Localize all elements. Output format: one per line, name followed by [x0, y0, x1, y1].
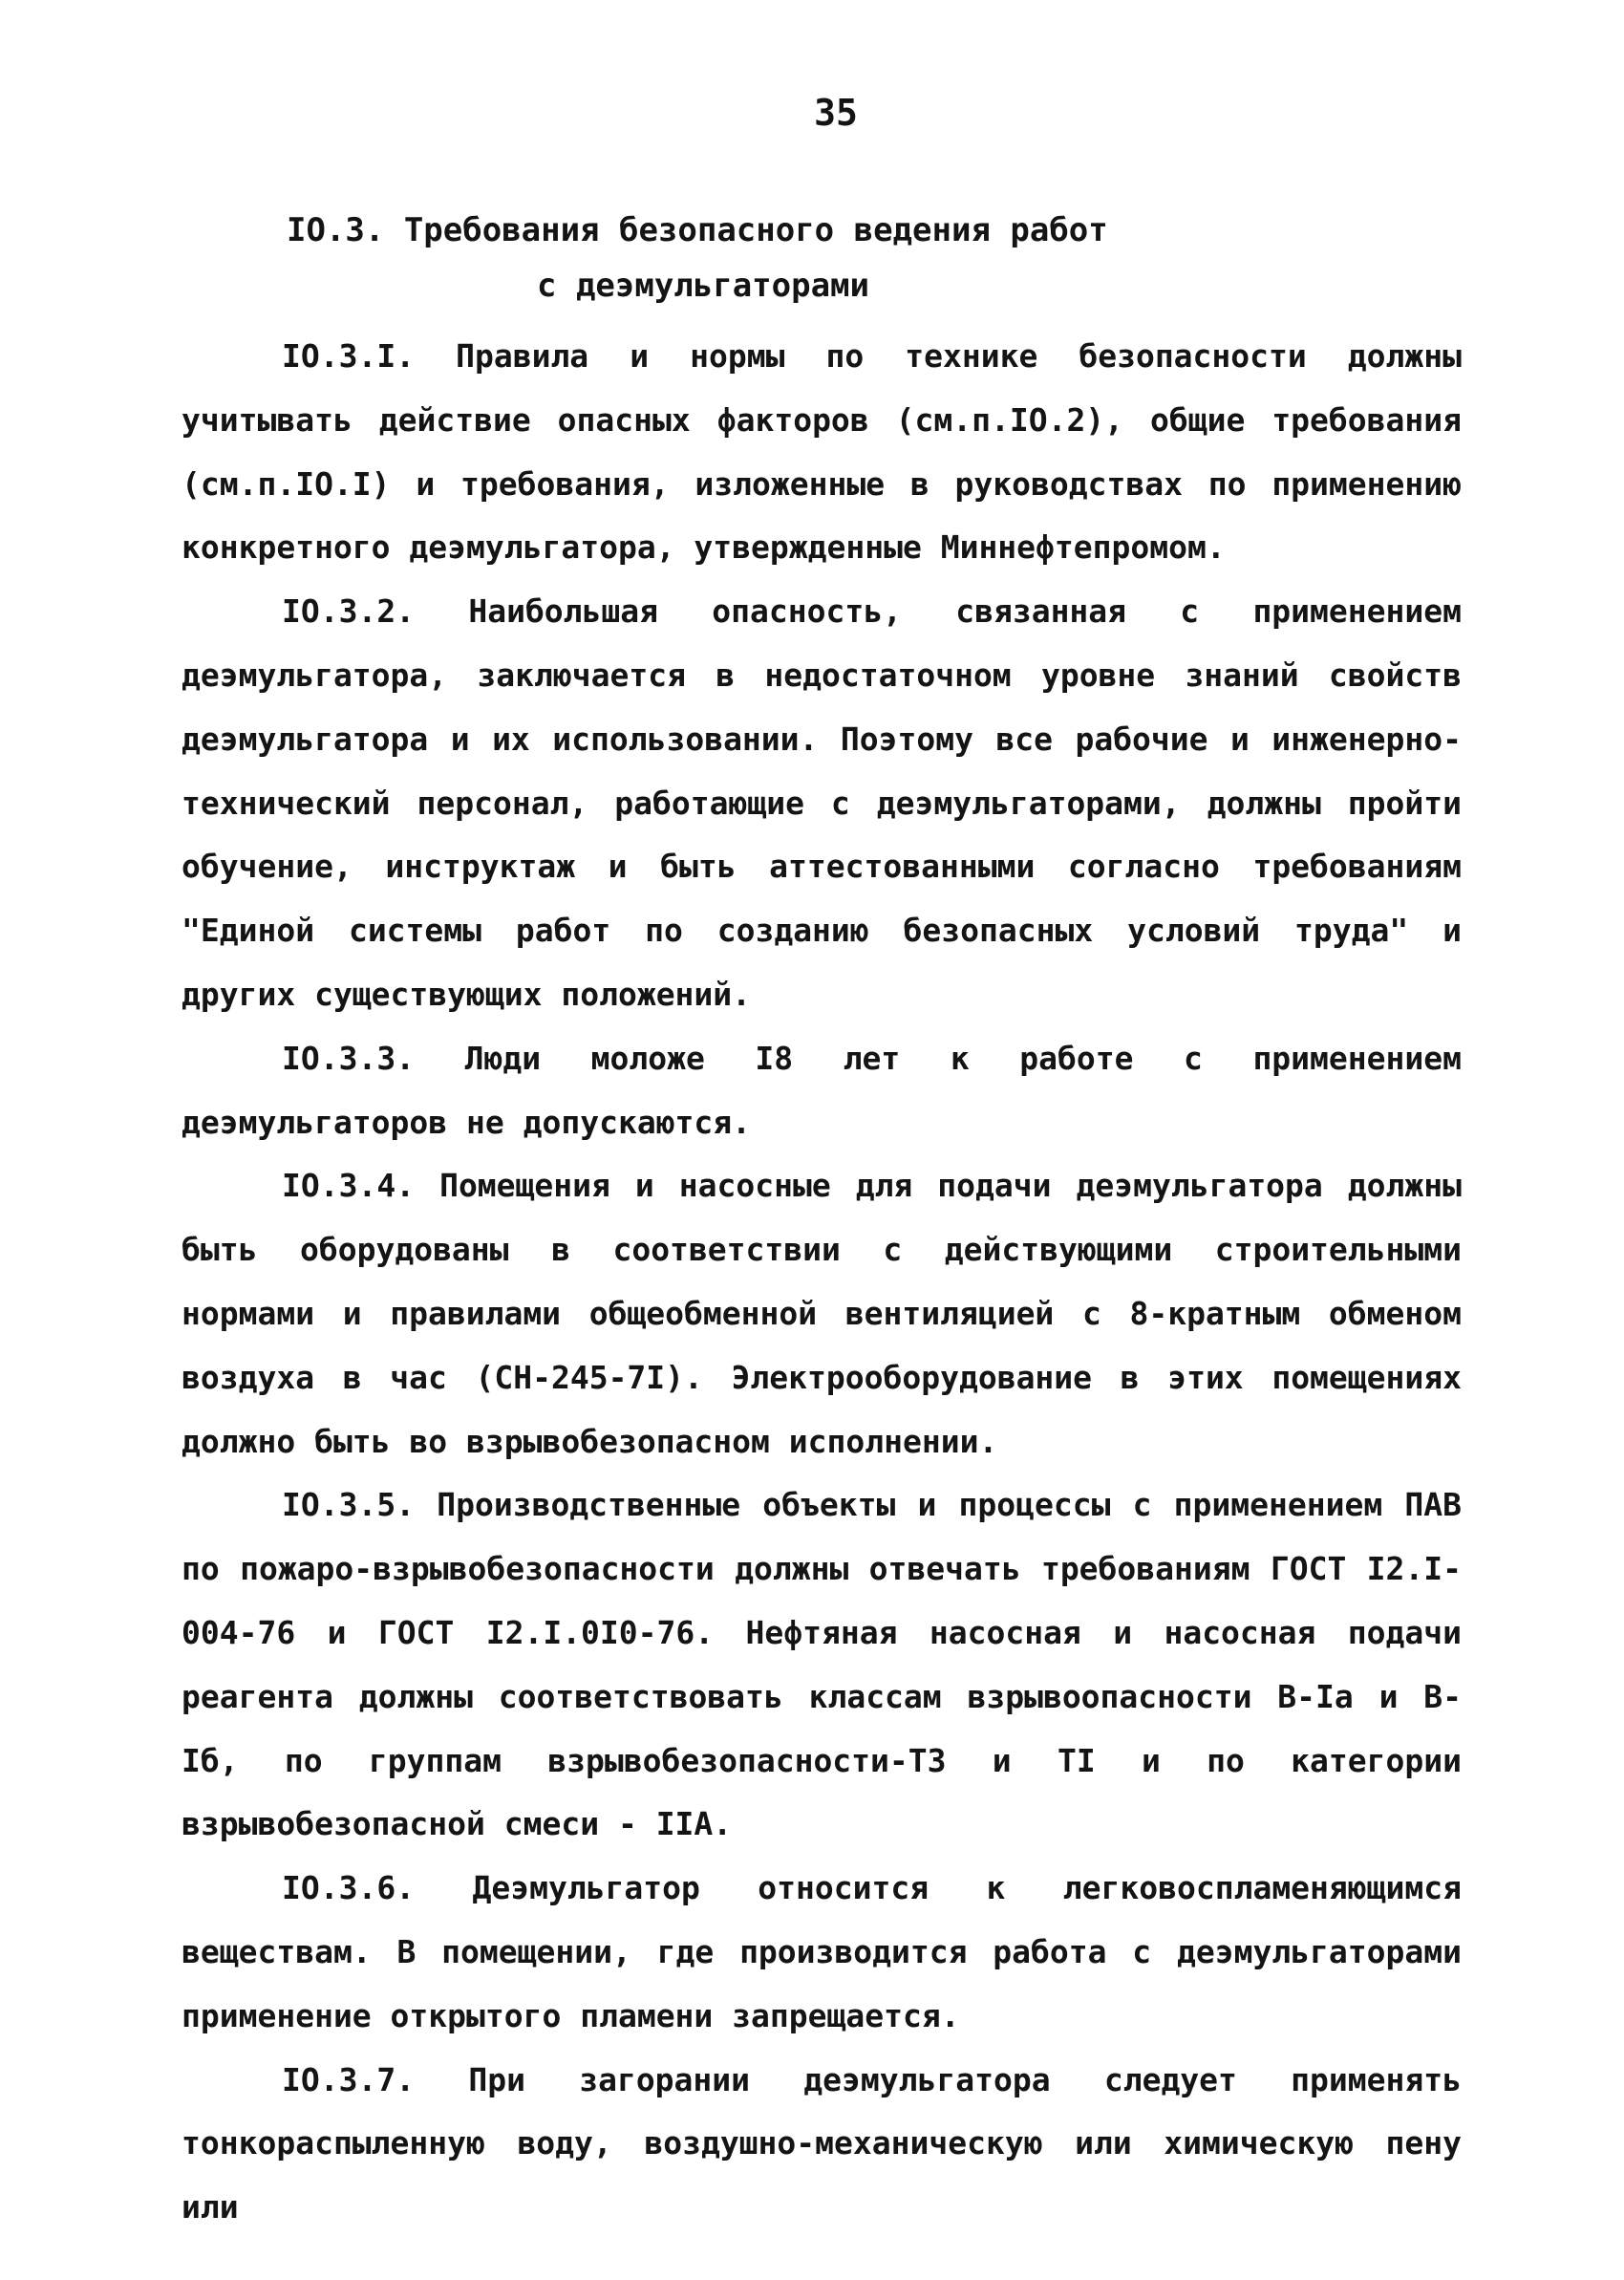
paragraph-10-3-1: IO.3.I. Правила и нормы по технике безопасности должны учитывать действие опасных факторов (см.п.IO.2), общие требования (см.п.IO.I) и требования, изложенные в руководствах по применению конкретного деэмульгатора, утвержденные Миннефтепромом. [182, 337, 1462, 567]
section-title-line1: IO.3. Требования безопасного ведения работ [287, 211, 1108, 249]
paragraph-10-3-4: IO.3.4. Помещения и насосные для подачи деэмульгатора должны быть оборудованы в соответствии с действующими строительными нормами и правилами общеобменной вентиляцией с 8-кратным обменом воздуха в час (СН-245-7I). Электрооборудование в этих помещениях должно быть во взрывобезопасном исполнении. [182, 1167, 1462, 1460]
paragraph-10-3-6: IO.3.6. Деэмульгатор относится к легковоспламеняющимся веществам. В помещении, где производится работа с деэмульгаторами применение открытого пламени запрещается. [182, 1869, 1462, 2034]
paragraph-10-3-5: IO.3.5. Производственные объекты и процессы с применением ПАВ по пожаро-взрывобезопасности должны отвечать требованиям ГОСТ I2.I-004-76 и ГОСТ I2.I.0I0-76. Нефтяная насосная и насосная подачи реагента должны соответствовать классам взрывоопасности В-Iа и В-Iб, по группам взрывобезопасности-Т3 и ТI и по категории взрывобезопасной смеси - IIА. [182, 1486, 1462, 1843]
page-number: 35 [814, 92, 858, 134]
body-text [182, 325, 1462, 2240]
section-title-line2: с деэмульгаторами [537, 267, 869, 305]
paragraph-10-3-3: IO.3.3. Люди моложе I8 лет к работе с применением деэмульгаторов не допускаются. [182, 1039, 1462, 1141]
paragraph-10-3-7: IO.3.7. При загорании деэмульгатора следует применять тонкораспыленную воду, воздушно-механическую или химическую пену или [182, 2060, 1462, 2226]
section-title [287, 203, 1242, 313]
paragraph-10-3-2: IO.3.2. Наибольшая опасность, связанная с применением деэмульгатора, заключается в недостаточном уровне знаний свойств деэмульгатора и их использовании. Поэтому все рабочие и инженерно-технический персонал, работающие с деэмульгаторами, должны пройти обучение, инструктаж и быть аттестованными согласно требованиям "Единой системы работ по созданию безопасных условий труда" и других существующих положений. [182, 592, 1462, 1013]
